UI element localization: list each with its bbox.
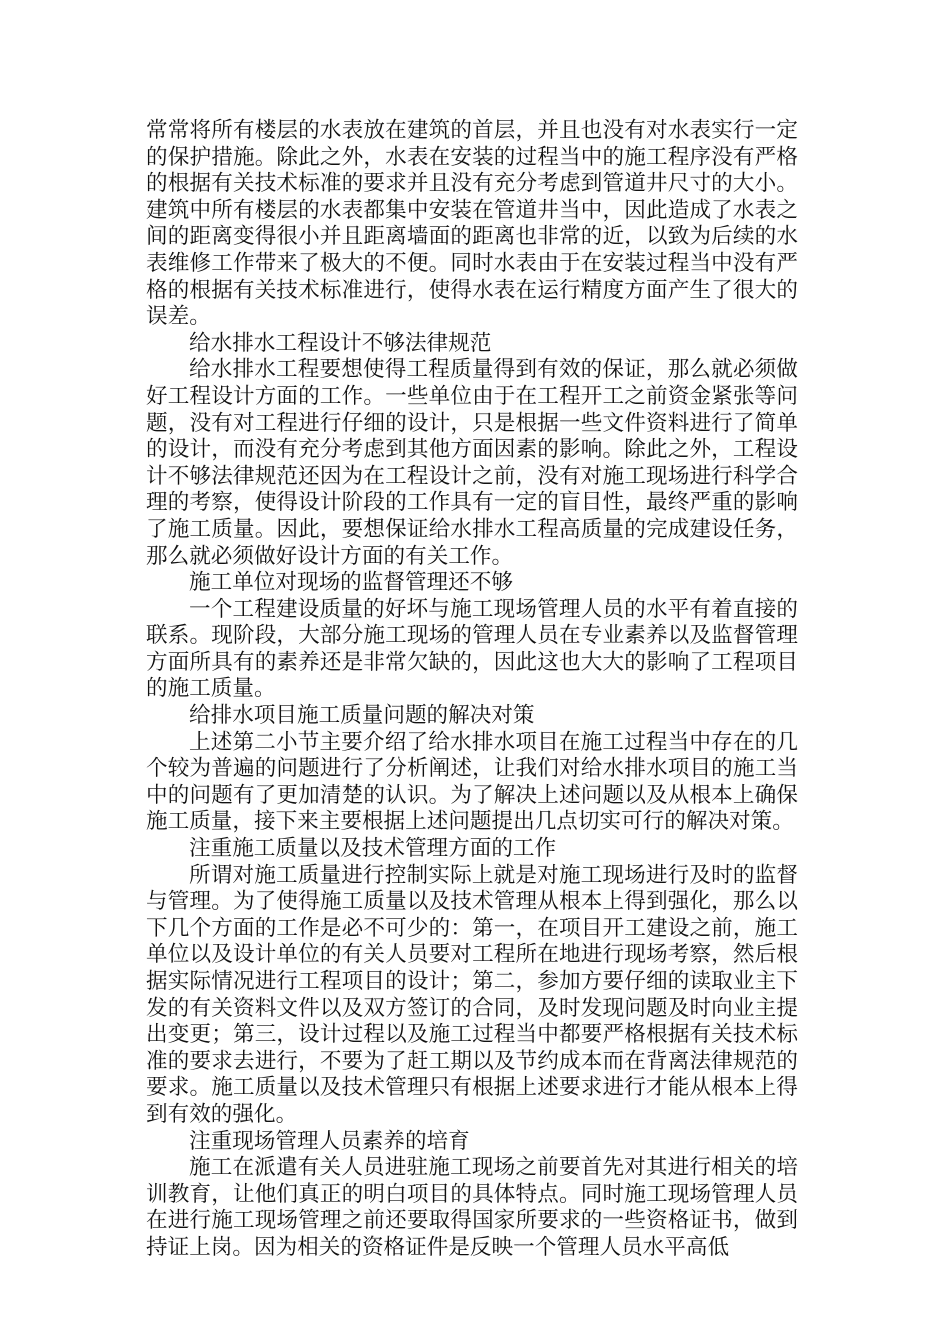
document-page <box>146 118 798 1262</box>
paragraph-staff-training: 施工在派遣有关人员进驻施工现场之前要首先对其进行相关的培训教育，让他们真正的明白项目的具体特点。同时施工现场管理人员在进行施工现场管理之前还要取得国家所要求的一些资格证书，做到持证上岗。因为相关的资格证件是反映一个管理人员水平高低 <box>146 1155 798 1260</box>
paragraph-solutions: 上述第二小节主要介绍了给水排水项目在施工过程当中存在的几个较为普遍的问题进行了分析阐述，让我们对给水排水项目的施工当中的问题有了更加清楚的认识。为了解决上述问题以及从根本上确保施工质量，接下来主要根据上述问题提出几点切实可行的解决对策。 <box>146 729 798 835</box>
paragraph-quality-tech: 所谓对施工质量进行控制实际上就是对施工现场进行及时的监督与管理。为了使得施工质量以及技术管理从根本上得到强化，那么以下几个方面的工作是必不可少的：第一，在项目开工建设之前，施工单位以及设计单位的有关人员要对工程所在地进行现场考察，然后根据实际情况进行工程项目的设计；第二，参加方要仔细的读取业主下发的有关资料文件以及双方签订的合同，及时发现问题及时向业主提出变更；第三，设计过程以及施工过程当中都要严格根据有关技术标准的要求去进行，不要为了赶工期以及节约成本而在背离法律规范的要求。施工质量以及技术管理只有根据上述要求进行才能从根本上得到有效的强化。 <box>146 862 798 1127</box>
section-heading-site-supervision: 施工单位对现场的监督管理还不够 <box>189 570 513 596</box>
section-heading-solutions: 给排水项目施工质量问题的解决对策 <box>189 703 535 729</box>
paragraph-design: 给水排水工程要想使得工程质量得到有效的保证，那么就必须做好工程设计方面的工作。一些单位由于在工程开工之前资金紧张等问题，没有对工程进行仔细的设计，只是根据一些文件资料进行了简单的设计，而没有充分考虑到其他方面因素的影响。除此之外，工程设计不够法律规范还因为在工程设计之前，没有对施工现场进行科学合理的考察，使得设计阶段的工作具有一定的盲目性，最终严重的影响了施工质量。因此，要想保证给水排水工程高质量的完成建设任务，那么就必须做好设计方面的有关工作。 <box>146 357 798 569</box>
section-heading-quality-tech: 注重施工质量以及技术管理方面的工作 <box>189 836 557 862</box>
section-heading-staff-training: 注重现场管理人员素养的培育 <box>189 1128 470 1154</box>
paragraph-continued: 常常将所有楼层的水表放在建筑的首层，并且也没有对水表实行一定的保护措施。除此之外，水表在安装的过程当中的施工程序没有严格的根据有关技术标准的要求并且没有充分考虑到管道井尺寸的大小。建筑中所有楼层的水表都集中安装在管道井当中，因此造成了水表之间的距离变得很小并且距离墙面的距离也非常的近，以致为后续的水表维修工作带来了极大的不便。同时水表由于在安装过程当中没有严格的根据有关技术标准进行，使得水表在运行精度方面产生了很大的误差。 <box>146 118 798 330</box>
section-heading-design-regulation: 给水排水工程设计不够法律规范 <box>189 330 492 356</box>
paragraph-supervision: 一个工程建设质量的好坏与施工现场管理人员的水平有着直接的联系。现阶段，大部分施工现场的管理人员在专业素养以及监督管理方面所具有的素养还是非常欠缺的，因此这也大大的影响了工程项目的施工质量。 <box>146 596 798 702</box>
